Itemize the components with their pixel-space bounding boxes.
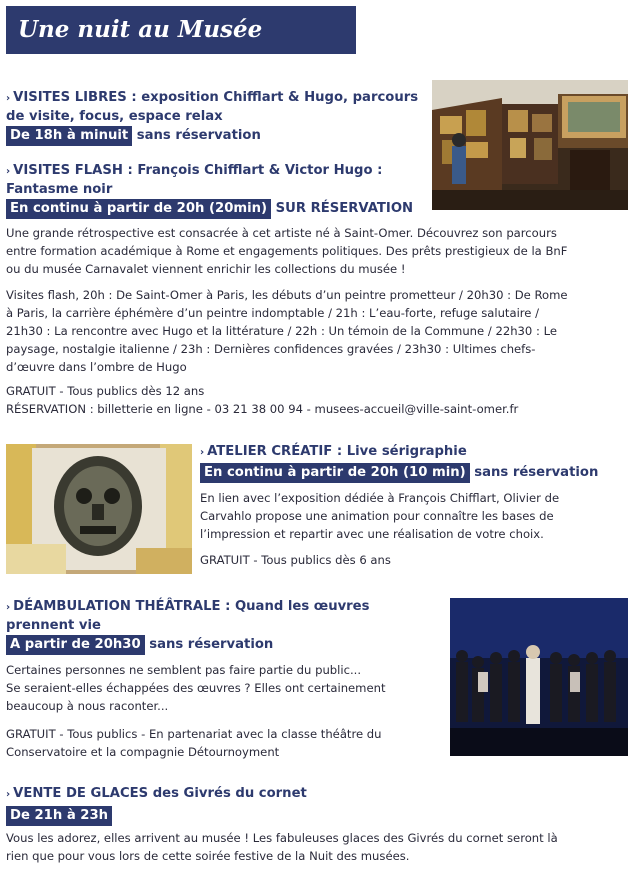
visites-flash-heading-2: Fantasme noir (6, 182, 113, 197)
visites-flash-heading: › VISITES FLASH : François Chifflart & Victor Hugo : (6, 163, 383, 178)
visites-libres-heading-2: de visite, focus, espace relax (6, 109, 223, 124)
visites-flash-time: En continu à partir de 20h (20min) SUR RÉSERVATION (6, 199, 413, 219)
deambulation-heading-2: prennent vie (6, 618, 101, 633)
chevron-right-icon: › (200, 447, 205, 458)
visites-libres-heading: › VISITES LIBRES : exposition Chifflart & Hugo, parcours (6, 90, 419, 105)
chevron-right-icon: › (6, 789, 11, 800)
atelier-info: GRATUIT - Tous publics dès 6 ans (200, 553, 391, 567)
visites-flash-intro: Une grande rétrospective est consacrée à cet artiste né à Saint-Omer. Découvrez son parcours entre formation académique à Rome et engagements politiques. Des prêts prestigieux de la BnF ou du musée Carnavalet viennent enrichir les collections du musée ! (6, 226, 568, 276)
theatre-performance-photo (450, 598, 628, 756)
time-badge: De 21h à 23h (6, 806, 112, 826)
deambulation-heading: › DÉAMBULATION THÉÂTRALE : Quand les œuvres (6, 599, 370, 614)
time-badge: En continu à partir de 20h (10 min) (200, 463, 470, 483)
glaces-time (6, 806, 112, 826)
glaces-body: Vous les adorez, elles arrivent au musée ! Les fabuleuses glaces des Givrés du cornet seront là rien que pour vous lors de cette soirée festive de la Nuit des musées. (6, 831, 558, 863)
chevron-right-icon: › (6, 166, 11, 177)
time-badge: A partir de 20h30 (6, 635, 145, 655)
deambulation-body: Certaines personnes ne semblent pas faire partie du public... Se seraient-elles échappées des œuvres ? Elles ont certainement beaucoup à nous raconter... (6, 663, 386, 713)
atelier-heading: › ATELIER CRÉATIF : Live sérigraphie (200, 444, 467, 459)
visites-libres-time: De 18h à minuit sans réservation (6, 126, 261, 146)
time-badge: De 18h à minuit (6, 126, 132, 146)
chevron-right-icon: › (6, 93, 11, 104)
glaces-heading: › VENTE DE GLACES des Givrés du cornet (6, 786, 307, 801)
visites-flash-info: GRATUIT - Tous publics dès 12 ans RÉSERVATION : billetterie en ligne - 03 21 38 00 94 - musees-accueil@ville-saint-omer.fr (6, 384, 519, 416)
title-banner (6, 6, 356, 91)
page-title: Une nuit au Musée Sandelin (18, 16, 263, 91)
atelier-body: En lien avec l’exposition dédiée à François Chifflart, Olivier de Carvahlo propose une animation pour connaître les bases de l’impression et repartir avec une réalisation de votre choix. (200, 491, 560, 541)
visites-flash-schedule: Visites flash, 20h : De Saint-Omer à Paris, les débuts d’un peintre prometteur / 20h30 : De Rome à Paris, la carrière éphémère d’un peintre indomptable / 21h : L’eau-forte, refuge salutaire / 21h30 : La rencontre avec Hugo et la littérature / 22h : Un témoin de la Commune / 22h30 : Le paysage, nostalgie italienne / 23h : Dernières confidences gravées / 23h30 : Ultimes chefs- d’œuvre dans l’ombre de Hugo (6, 288, 568, 374)
time-badge: En continu à partir de 20h (20min) (6, 199, 271, 219)
museum-interior-photo (432, 80, 628, 210)
atelier-time: En continu à partir de 20h (10 min) sans réservation (200, 463, 598, 483)
deambulation-info: GRATUIT - Tous publics - En partenariat avec la classe théâtre du Conservatoire et la compagnie Détournoyment (6, 727, 382, 759)
serigraphy-print-photo (6, 444, 192, 574)
deambulation-time: A partir de 20h30 sans réservation (6, 635, 273, 655)
chevron-right-icon: › (6, 602, 11, 613)
